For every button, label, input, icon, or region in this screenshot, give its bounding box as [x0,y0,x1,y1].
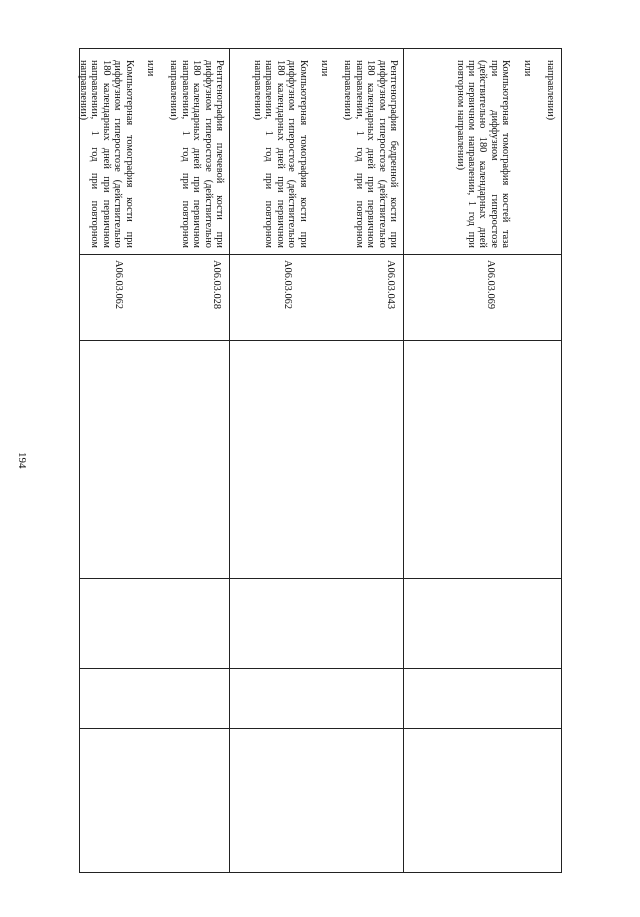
col-divider-3 [79,340,562,341]
row2-text-0: Рентгенография бедренной кости при диффузном гиперостозе (действительно 180 календарных дней при первичном направлении, 1 год при повторном направлении) [342,60,399,248]
table-cell-text [78,60,225,248]
table-cell-text [454,60,556,248]
row2-code-0: A06.03.043 [385,260,396,310]
table-border-right [79,872,562,873]
page-number: 194 [16,452,28,469]
row1-code: A06.03.069 [485,260,496,310]
row-divider-1 [403,48,404,873]
table-border-left [79,48,562,49]
row2-or: или [318,60,330,77]
rotated-table [79,48,562,873]
col-divider-6 [79,728,562,729]
row1-text-0: направлении) [545,60,556,121]
row3-text-2: Компьютерная томография кости при диффузном гиперостозе (действительно 180 календарных дней при первичном направлении, 1 год при повторном направлении) [77,60,135,248]
col-divider-4 [79,578,562,579]
row2-text-2: Компьютерная томография кости при диффузном гиперостозе (действительно 180 календарных дней при первичном направлении, 1 год при повторном направлении) [251,60,309,248]
row1-or: или [521,60,533,77]
row2-code-2: A06.03.062 [282,260,293,310]
row3-code-0: A06.03.028 [211,260,222,310]
row1-text-2: Компьютерная томография костей таза при диффузном гиперостозе (действительно 180 календарных дней при первичном направлении, 1 год при повторном направлении) [454,60,512,248]
col-divider-code-text [79,254,562,255]
row3-code-2: A06.03.062 [113,260,124,310]
row3-text-0: Рентгенография плечевой кости при диффузном гиперостозе (действительно 180 календарных дней при первичном направлении, 1 год при повторном направлении) [168,60,225,248]
table-cell-text [252,60,399,248]
row-divider-2 [229,48,230,873]
col-divider-5 [79,668,562,669]
table-border-top [561,48,562,873]
row3-or: или [144,60,156,77]
